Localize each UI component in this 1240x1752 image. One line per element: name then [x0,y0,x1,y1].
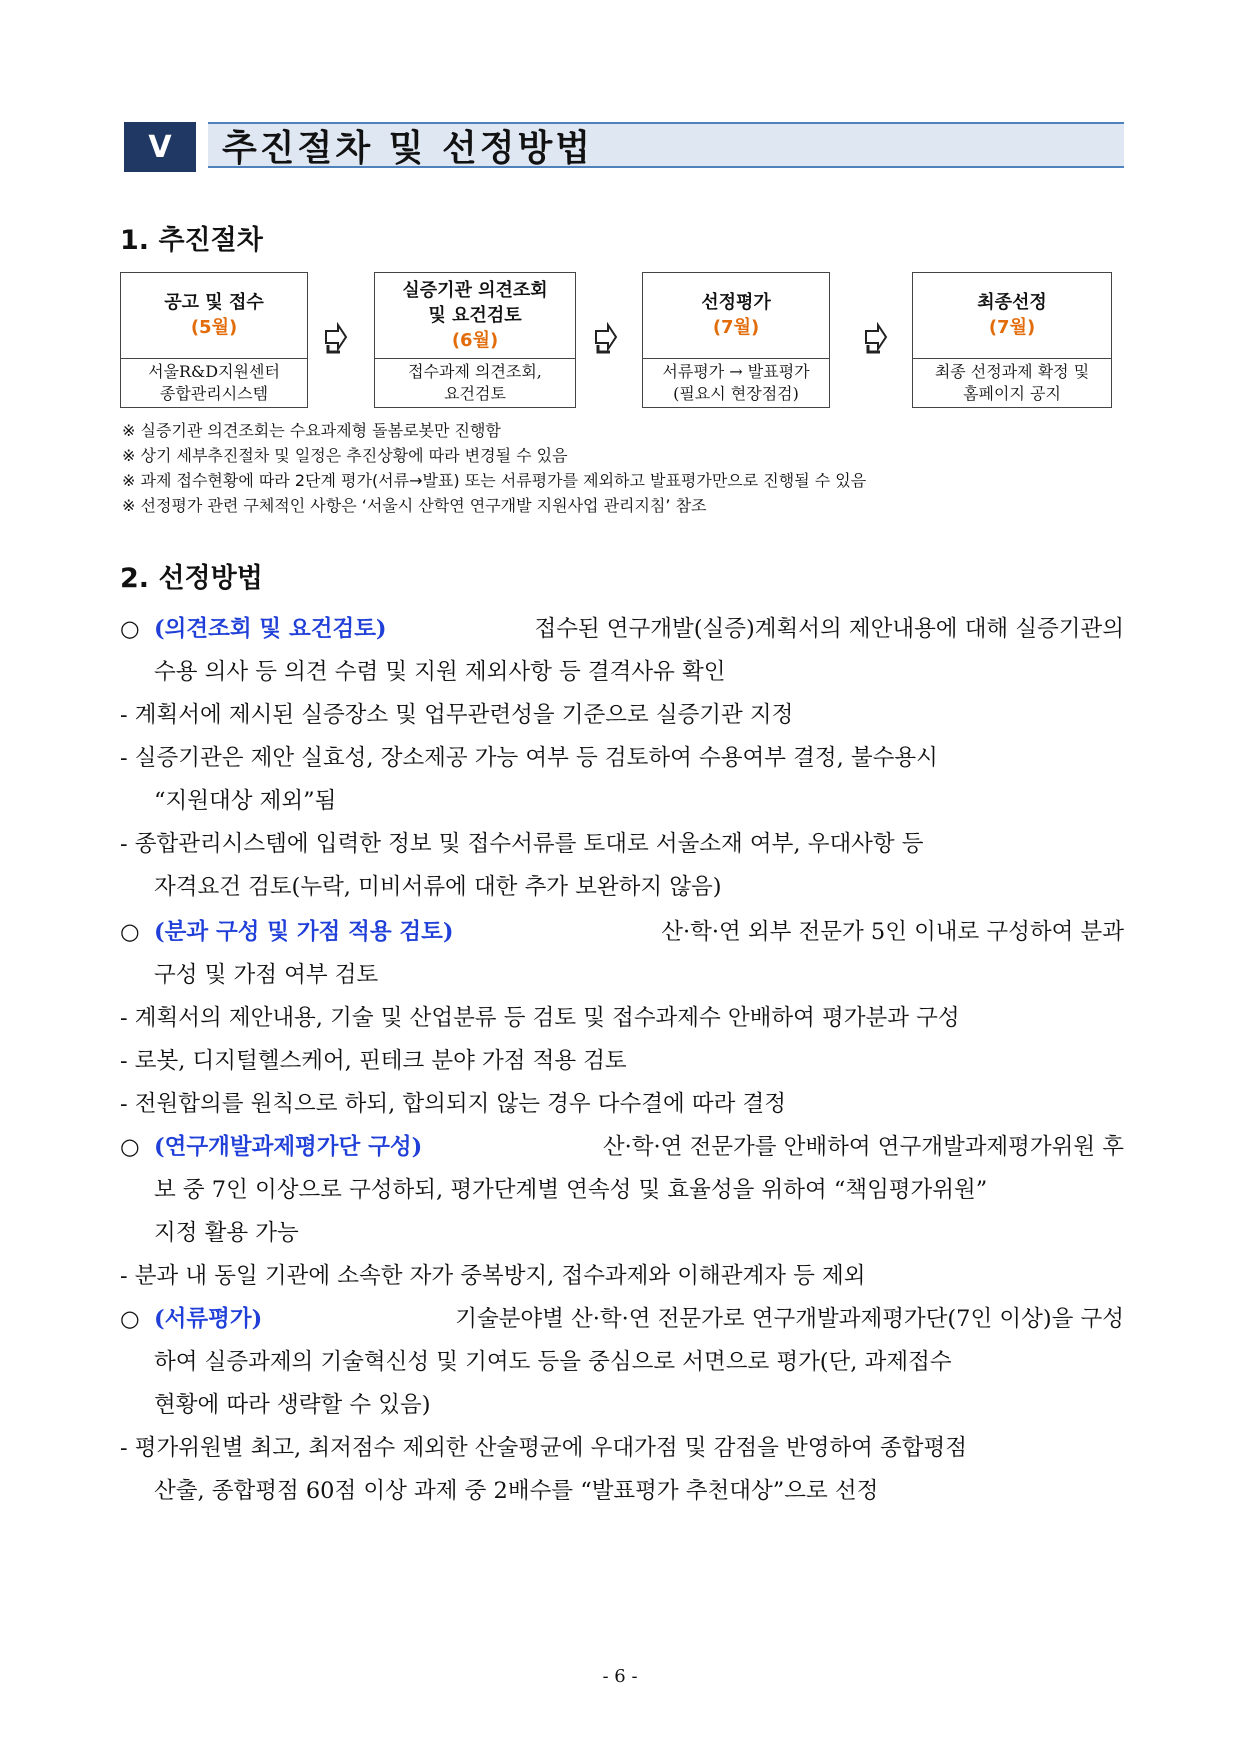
dash-item: - 계획서에 제시된 실증장소 및 업무관련성을 기준으로 실증기관 지정 [120,702,794,728]
section-number: Ⅴ [124,122,196,172]
flow-step-desc: 서류평가 → 발표평가 [662,362,810,381]
flow-step-desc: 서울R&D지원센터 [148,362,280,381]
flow-step-month: (5월) [190,317,238,338]
flow-step-title: 선정평가 [701,292,771,313]
dash-item: - 평가위원별 최고, 최저점수 제외한 산술평균에 우대가점 및 감점을 반영하여 종합평점 [120,1435,968,1461]
note-item: ※ 선정평가 관련 구체적인 사항은 ‘서울시 산학연 연구개발 지원사업 관리지침’ 참조 [122,496,707,515]
dash-item: - 종합관리시스템에 입력한 정보 및 접수서류를 토대로 서울소재 여부, 우대사항 등 [120,831,924,857]
notes [122,418,866,518]
subheading-selection: 2. 선정방법 [120,563,263,594]
bullet-item: ○ (서류평가) 기술분야별 산·학·연 전문가로 연구개발과제평가단(7인 이상)을 구성 [120,1306,1124,1332]
bullet-item: ○ (의견조회 및 요건검토) 접수된 연구개발(실증)계획서의 제안내용에 대해 실증기관의 [120,616,1124,642]
highlight-heading: (의견조회 및 요건검토) [154,616,387,642]
flow-step-title: 및 요건검토 [428,304,522,326]
flow-step-title: 실증기관 의견조회 [402,279,548,301]
flow-step-title: 최종선정 [977,292,1047,313]
bullet-item: ○ (연구개발과제평가단 구성) 산·학·연 전문가를 안배하여 연구개발과제평가위원 후 [120,1134,1124,1160]
flow-step-desc: 종합관리시스템 [159,384,269,403]
subheading-procedure: 1. 추진절차 [120,225,263,256]
dash-item: - 로봇, 디지털헬스케어, 핀테크 분야 가점 적용 검토 [120,1048,627,1074]
selection-body: ○ (의견조회 및 요건검토) 접수된 연구개발(실증)계획서의 제안내용에 대해 실증기관의 수용 의사 등 의견 수렴 및 지원 제외사항 등 결격사유 확인 - 계획서에 제시된 실증장소 및 업무관련성을 기준으로 실증기관 지정 - 실증기관은 제안 실효성, 장소제공 가능 여부 등 검토하여 수용여부 결정, 불수용시 “지원대상 제외”됨 - 종합관리시스템에 입력한 정보 및 접수서류를 토대로 서울소재 여부, 우대사항 등 자격요건 검토(누락, 미비서류에 대한 추가 보완하지 않음) ○ (분과 구성 및 가점 적용 검토) 산·학·연 외부 전문가 5인 이내로 구성하여 분과 구성 및 가점 여부 검토 - 계획서의 제안내용, 기술 및 산업분류 등 검토 및 접수과제수 안배하여 평가분과 구성 - 로봇, 디지털헬스케어, 핀테크 분야 가점 적용 검토 - 전원합의를 원칙으로 하되, 합의되지 않는 경우 다수결에 따라 결정 ○ (연구개발과제평가단 구성) 산·학·연 전문가를 안배하여 연구개발과제평가위원 후 보 중 7인 이상으로 구성하되, 평가단계별 연속성 및 효율성을 위하여 “책임평가위원” 지정 활용 가능 - 분과 내 동일 기관에 소속한 자가 중복방지, 접수과제와 이해관계자 등 제외 ○ (서류평가) 기술분야별 산·학·연 전문가로 연구개발과제평가단(7인 이상)을 구성 하여 실증과제의 기술혁신성 및 기여도 등을 중심으로 서면으로 평가(단, 과제접수 현황에 따라 생략할 수 있음) - 평가위원별 최고, 최저점수 제외한 산술평균에 우대가점 및 감점을 반영하여 종합평점 산출, 종합평점 60점 이상 과제 중 2배수를 “발표평가 추천대상”으로 선정 [120,608,1124,1513]
flow-step-3 [642,272,830,408]
dash-item: - 계획서의 제안내용, 기술 및 산업분류 등 검토 및 접수과제수 안배하여 평가분과 구성 [120,1005,960,1031]
highlight-heading: (서류평가) [154,1306,263,1332]
note-item: ※ 상기 세부추진절차 및 일정은 추진상황에 따라 변경될 수 있음 [122,446,568,465]
flow-step-desc: 홈페이지 공지 [963,384,1061,403]
section-title-box [208,122,1124,168]
dash-item: - 전원합의를 원칙으로 하되, 합의되지 않는 경우 다수결에 따라 결정 [120,1091,786,1117]
highlight-heading: (연구개발과제평가단 구성) [154,1134,423,1160]
page-number: - 6 - [602,1666,638,1687]
flow-step-4 [912,272,1112,408]
arrow-right-icon [324,322,348,356]
dash-item: - 분과 내 동일 기관에 소속한 자가 중복방지, 접수과제와 이해관계자 등 제외 [120,1263,866,1289]
flow-step-desc: 접수과제 의견조회, [408,362,542,381]
section-title: 추진절차 및 선정방법 [222,127,594,169]
arrow-right-icon [864,322,888,356]
flow-step-month: (7월) [712,317,760,338]
highlight-heading: (분과 구성 및 가점 적용 검토) [154,919,454,945]
dash-item: - 실증기관은 제안 실효성, 장소제공 가능 여부 등 검토하여 수용여부 결정, 불수용시 [120,745,938,771]
flow-step-title: 공고 및 접수 [164,292,264,313]
arrow-right-icon [594,322,618,356]
bullet-item: ○ (분과 구성 및 가점 적용 검토) 산·학·연 외부 전문가 5인 이내로 구성하여 분과 [120,919,1124,945]
note-item: ※ 실증기관 의견조회는 수요과제형 돌봄로봇만 진행함 [122,421,501,440]
flow-step-desc: 최종 선정과제 확정 및 [934,362,1090,381]
flow-step-desc: 요건검토 [444,384,506,403]
flow-step-month: (6월) [451,329,499,351]
note-item: ※ 과제 접수현황에 따라 2단계 평가(서류→발표) 또는 서류평가를 제외하고 발표평가만으로 진행될 수 있음 [122,471,867,490]
flow-step-month: (7월) [988,317,1036,338]
section-header [124,122,1124,172]
flow-step-2 [374,272,576,408]
flow-step-desc: (필요시 현장점검) [673,384,799,403]
flow-step-1 [120,272,308,408]
